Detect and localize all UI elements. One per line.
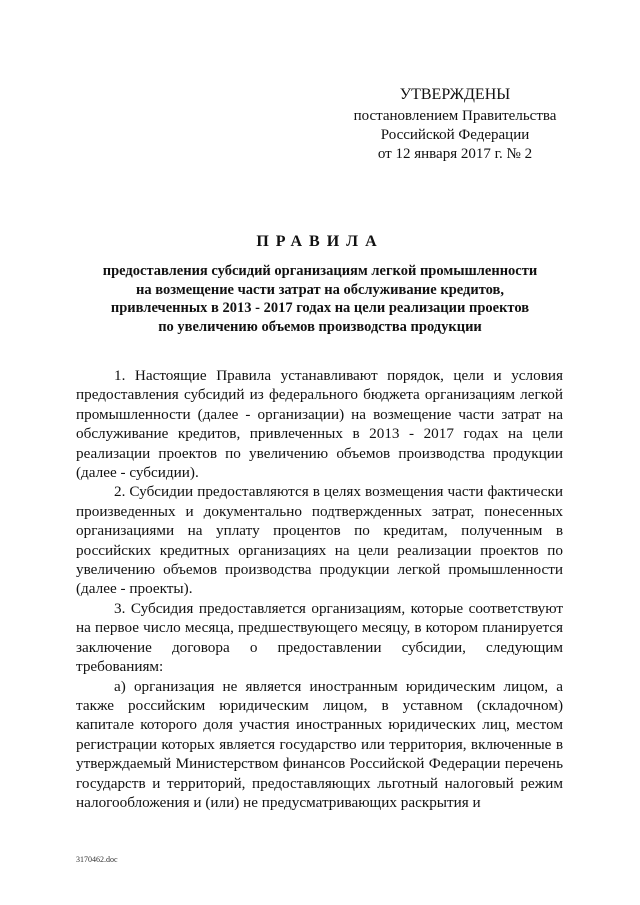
subtitle-line: на возмещение части затрат на обслуживание кредитов, (136, 281, 504, 298)
approval-heading: УТВЕРЖДЕНЫ (399, 86, 511, 103)
subtitle-line: привлеченных в 2013 - 2017 годах на цели реализации проектов (110, 300, 530, 316)
document-subtitle (70, 262, 570, 336)
approval-stamp (340, 84, 570, 164)
paragraph-2: 2. Субсидии предоставляются в целях возмещения части фактически произведенных и документально подтвержденных затрат, понесенных организациями на уплату процентов по кредитам, полученным в российских кредитных организациях на цели реализации проектов по увеличению объемов производства продукции легкой промышленности (далее - проекты). (76, 483, 563, 598)
file-code-footer: 3170462.doc (76, 855, 118, 864)
paragraph-3: 3. Субсидия предоставляется организациям, которые соответствуют на первое число месяца, предшествующего месяцу, в котором планируется заключение договора о предоставлении субсидии, следующим требованиям: (76, 599, 563, 676)
approval-line-2: Российской Федерации (380, 127, 530, 143)
paragraph-3a: а) организация не является иностранным юридическим лицом, а также российским юридическим лицом, в уставном (складочном) капитале которого доля участия иностранных юридических лиц, местом регистрации которых является государство или территория, включенные в утверждаемый Министерством финансов Российской Федерации перечень государств и территорий, предоставляющих льготный налоговый режим налогообложения и (или) не предусматривающих раскрытия и (76, 677, 563, 811)
document-title: ПРАВИЛА (256, 233, 384, 250)
approval-line-1: постановлением Правительства (353, 108, 557, 124)
document-body (76, 366, 563, 812)
approval-line-3: от 12 января 2017 г. № 2 (377, 146, 533, 162)
subtitle-line: по увеличению объемов производства продукции (158, 318, 482, 335)
subtitle-line: предоставления субсидий организациям легкой промышленности (102, 263, 538, 279)
paragraph-1: 1. Настоящие Правила устанавливают порядок, цели и условия предоставления субсидий из федерального бюджета организациям легкой промышленности (далее - организации) на возмещение части затрат на обслуживание кредитов, привлеченных в 2013 - 2017 годах на цели реализации проектов по увеличению объемов производства продукции (далее - субсидии). (76, 367, 563, 482)
